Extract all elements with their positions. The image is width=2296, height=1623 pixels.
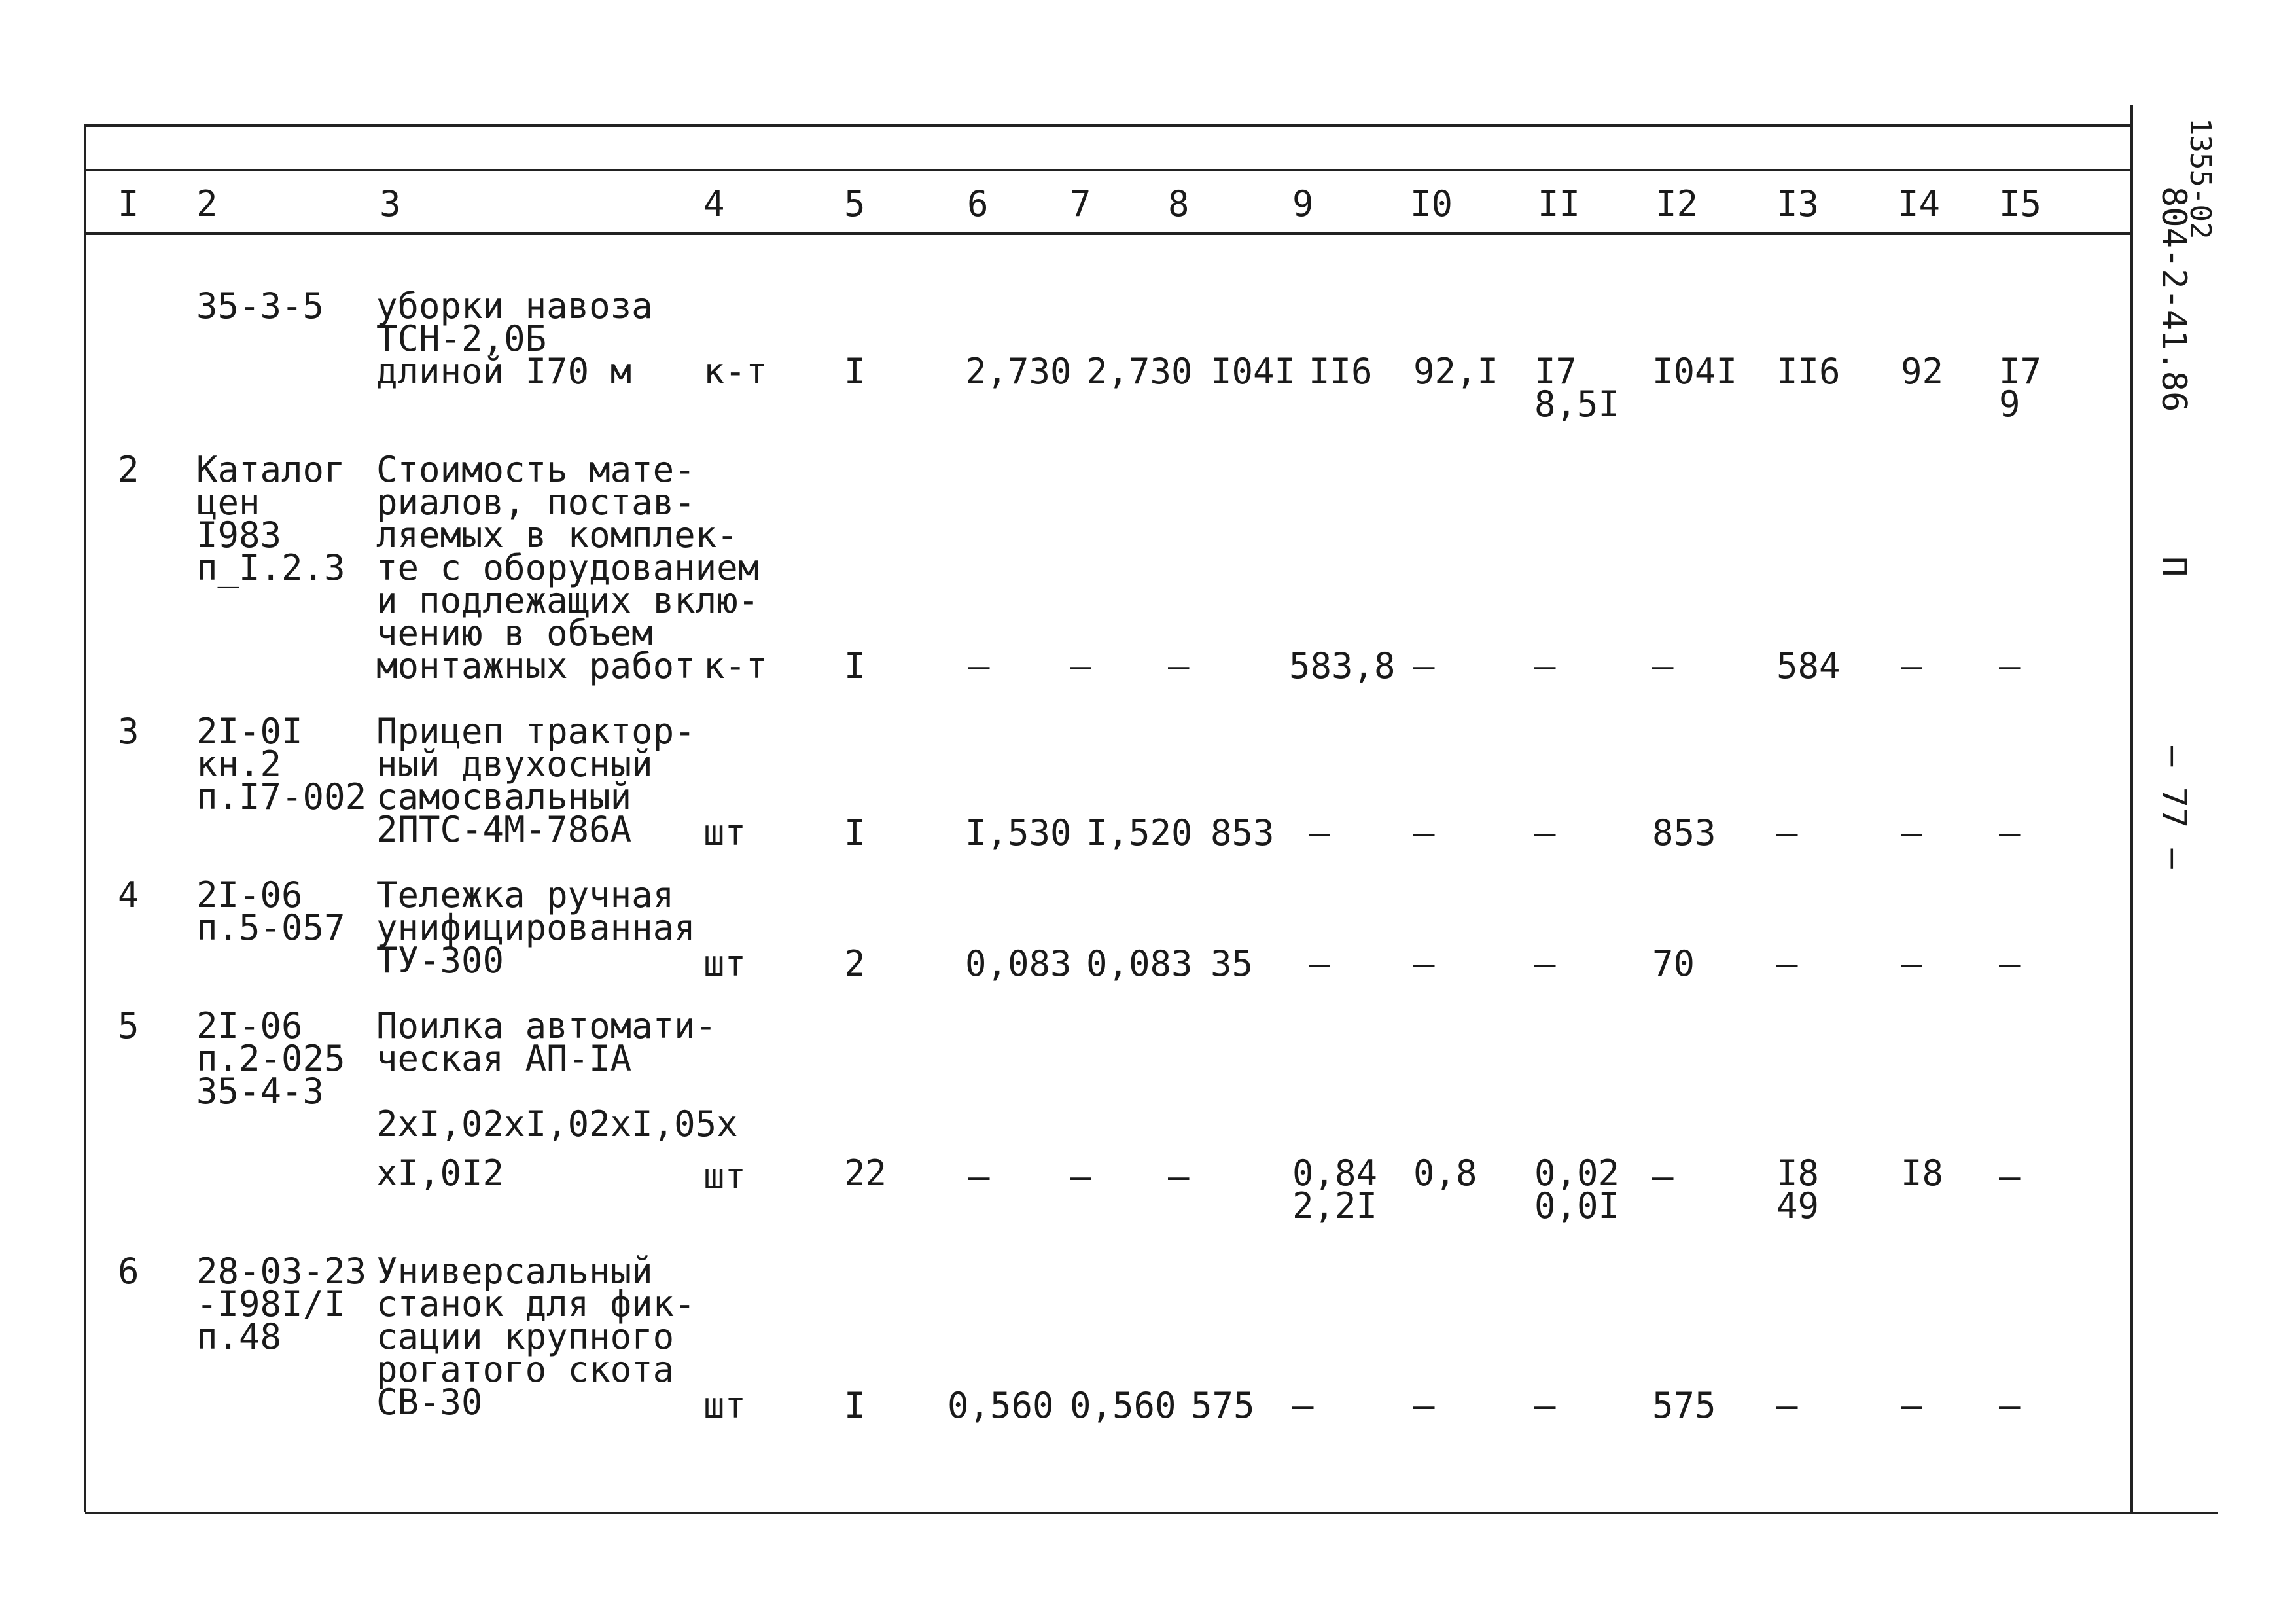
row-col15-line: 9 <box>1999 383 2021 425</box>
row-code-line: 35-3-5 <box>196 285 325 327</box>
row-name-line: Прицеп трактор- <box>376 711 696 752</box>
row-qty: I <box>844 1385 866 1426</box>
row-col8: – <box>1168 1156 1190 1197</box>
row-number: 6 <box>118 1251 139 1292</box>
row-col14: – <box>1901 943 1922 984</box>
row-code-line: 2I-06 <box>196 874 303 916</box>
row-col15-line: – <box>1999 812 2021 853</box>
row-col7: I,520 <box>1086 812 1193 853</box>
row-name-line: и подлежащих вклю- <box>376 580 760 621</box>
col-header-5: 5 <box>844 183 866 224</box>
row-code-line: 28-03-23 <box>196 1251 367 1292</box>
row-name-line: Универсальный <box>376 1251 653 1292</box>
row-name-line: ческая АП-IА <box>376 1038 632 1079</box>
stamp-code: 1355-02 <box>2183 118 2217 240</box>
row-qty: I <box>844 812 866 853</box>
row-col10: – <box>1413 812 1435 853</box>
row-col15-line: – <box>1999 645 2021 687</box>
row-col9: 583,8 <box>1289 645 1396 687</box>
col-header-1: I <box>118 183 139 224</box>
row-qty: 22 <box>844 1152 887 1194</box>
row-col10: – <box>1413 943 1435 984</box>
row-col12: 575 <box>1652 1385 1716 1426</box>
row-code-line: п.I7-002 <box>196 776 367 817</box>
row-number: 3 <box>118 711 139 752</box>
row-col13-line: I8 <box>1776 1152 1820 1194</box>
row-code-line: 2I-0I <box>196 711 303 752</box>
row-col11-line: I7 <box>1534 351 1578 392</box>
row-number: 5 <box>118 1005 139 1046</box>
row-name-line: сации крупного <box>376 1316 675 1357</box>
row-col9: II6 <box>1309 351 1373 392</box>
row-col15-line: I7 <box>1999 351 2042 392</box>
row-unit: шт <box>703 1156 747 1197</box>
row-col12: – <box>1652 1156 1674 1197</box>
row-name-line: ТУ-300 <box>376 940 504 981</box>
row-unit: к-т <box>703 351 768 392</box>
row-col7: 0,083 <box>1086 943 1193 984</box>
bottom-border <box>85 1512 2218 1514</box>
row-qty: 2 <box>844 943 866 984</box>
col-header-15: I5 <box>1999 183 2042 224</box>
row-name-line: монтажных работ <box>376 645 696 687</box>
col-header-4: 4 <box>703 183 725 224</box>
row-unit: шт <box>703 943 747 984</box>
row-code-line: цен <box>196 482 260 523</box>
row-col8: 35 <box>1210 943 1254 984</box>
col-header-13: I3 <box>1776 183 1820 224</box>
row-name-line: чению в объем <box>376 613 653 654</box>
row-code-line: Каталог <box>196 449 345 490</box>
row-col7: 2,730 <box>1086 351 1193 392</box>
row-qty: I <box>844 645 866 687</box>
row-name-line: Поилка автомати- <box>376 1005 717 1046</box>
row-name-line: Тележка ручная <box>376 874 675 916</box>
row-unit: шт <box>703 1385 747 1426</box>
row-col13: II6 <box>1776 351 1841 392</box>
row-name-line: 2ПТС-4М-786А <box>376 809 632 850</box>
row-col13: – <box>1776 812 1798 853</box>
row-name-line: самосвальный <box>376 776 632 817</box>
row-col6: – <box>968 1156 990 1197</box>
row-col9: – <box>1309 812 1330 853</box>
row-col6: – <box>968 645 990 687</box>
row-formula-line: хI,0I2 <box>376 1152 504 1194</box>
row-col10: – <box>1413 1385 1435 1426</box>
row-col8: – <box>1168 645 1190 687</box>
row-name-line: унифицированная <box>376 907 696 948</box>
row-name-line: уборки навоза <box>376 285 653 327</box>
row-col12: I04I <box>1652 351 1738 392</box>
top-border <box>85 124 2133 127</box>
row-col10: 0,8 <box>1413 1152 1477 1194</box>
row-code-line: п.5-057 <box>196 907 345 948</box>
row-code-line: I983 <box>196 514 282 556</box>
row-formula-line: 2хI,02хI,02хI,05х <box>376 1103 738 1145</box>
row-col15-line: – <box>1999 943 2021 984</box>
row-qty: I <box>844 351 866 392</box>
row-number: 4 <box>118 874 139 916</box>
row-col13: – <box>1776 943 1798 984</box>
left-border <box>84 124 86 1512</box>
col-header-12: I2 <box>1655 183 1699 224</box>
row-col8: 853 <box>1210 812 1275 853</box>
row-col13-line: 49 <box>1776 1185 1820 1226</box>
row-col12: 853 <box>1652 812 1716 853</box>
row-name-line: ТСН-2,0Б <box>376 318 547 359</box>
row-name-line: СВ-30 <box>376 1382 483 1423</box>
row-col10: 92,I <box>1413 351 1499 392</box>
row-unit: шт <box>703 812 747 853</box>
row-name-line: длиной I70 м <box>376 351 632 392</box>
row-code-line: 2I-06 <box>196 1005 303 1046</box>
header-bottom-rule <box>85 232 2133 235</box>
row-col9-line: 0,84 <box>1292 1152 1378 1194</box>
row-col7: – <box>1070 1156 1091 1197</box>
row-col15-line: – <box>1999 1385 2021 1426</box>
row-unit: к-т <box>703 645 768 687</box>
row-code-line: кн.2 <box>196 743 282 785</box>
row-col13: – <box>1776 1385 1798 1426</box>
row-col15-line: – <box>1999 1156 2021 1197</box>
row-code-line: п_I.2.3 <box>196 547 345 588</box>
row-number: 2 <box>118 449 139 490</box>
stamp-divider <box>2130 105 2133 1514</box>
row-col11-line: – <box>1534 812 1556 853</box>
row-col13: 584 <box>1776 645 1841 687</box>
row-col14: I8 <box>1901 1152 1944 1194</box>
row-name-line: риалов, постав- <box>376 482 696 523</box>
row-col7: 0,560 <box>1070 1385 1176 1426</box>
col-header-9: 9 <box>1292 183 1314 224</box>
row-col11-line: – <box>1534 943 1556 984</box>
row-col11-line: – <box>1534 1385 1556 1426</box>
row-code-line: 35-4-3 <box>196 1071 325 1112</box>
row-col10: – <box>1413 645 1435 687</box>
row-col11-line: 0,0I <box>1534 1185 1620 1226</box>
row-name-line: ляемых в комплек- <box>376 514 738 556</box>
row-name-line: Стоимость мате- <box>376 449 696 490</box>
row-col6: 2,730 <box>965 351 1072 392</box>
row-col6: 0,083 <box>965 943 1072 984</box>
row-col9-line: 2,2I <box>1292 1185 1378 1226</box>
row-col14: – <box>1901 812 1922 853</box>
col-header-2: 2 <box>196 183 218 224</box>
row-col14: 92 <box>1901 351 1944 392</box>
row-col14: – <box>1901 645 1922 687</box>
row-name-line: станок для фик- <box>376 1283 696 1325</box>
col-header-6: 6 <box>967 183 989 224</box>
col-header-3: 3 <box>380 183 401 224</box>
row-col8: I04I <box>1210 351 1296 392</box>
row-col12: – <box>1652 645 1674 687</box>
row-col6: 0,560 <box>947 1385 1054 1426</box>
row-col11-line: 8,5I <box>1534 383 1620 425</box>
col-header-11: II <box>1538 183 1581 224</box>
row-code-line: п.2-025 <box>196 1038 345 1079</box>
row-col8: 575 <box>1191 1385 1255 1426</box>
row-name-line: рогатого скота <box>376 1349 675 1390</box>
row-code-line: -I98I/I <box>196 1283 345 1325</box>
row-col12: 70 <box>1652 943 1695 984</box>
col-header-14: I4 <box>1898 183 1941 224</box>
row-col14: – <box>1901 1385 1922 1426</box>
col-header-8: 8 <box>1168 183 1190 224</box>
row-col11-line: 0,02 <box>1534 1152 1620 1194</box>
row-col9: – <box>1309 943 1330 984</box>
row-col7: – <box>1070 645 1091 687</box>
col-header-7: 7 <box>1070 183 1091 224</box>
col-header-10: I0 <box>1410 183 1453 224</box>
row-code-line: п.48 <box>196 1316 282 1357</box>
row-name-line: ный двухосный <box>376 743 653 785</box>
stamp-section: П <box>2154 556 2193 577</box>
stamp-page: — 77 — <box>2154 746 2193 869</box>
row-col9: – <box>1292 1385 1314 1426</box>
row-name-line: те с оборудованием <box>376 547 760 588</box>
header-top-rule <box>85 169 2133 171</box>
row-col6: I,530 <box>965 812 1072 853</box>
row-col11-line: – <box>1534 645 1556 687</box>
stamp-series: 804-2-41.86 <box>2154 187 2193 412</box>
